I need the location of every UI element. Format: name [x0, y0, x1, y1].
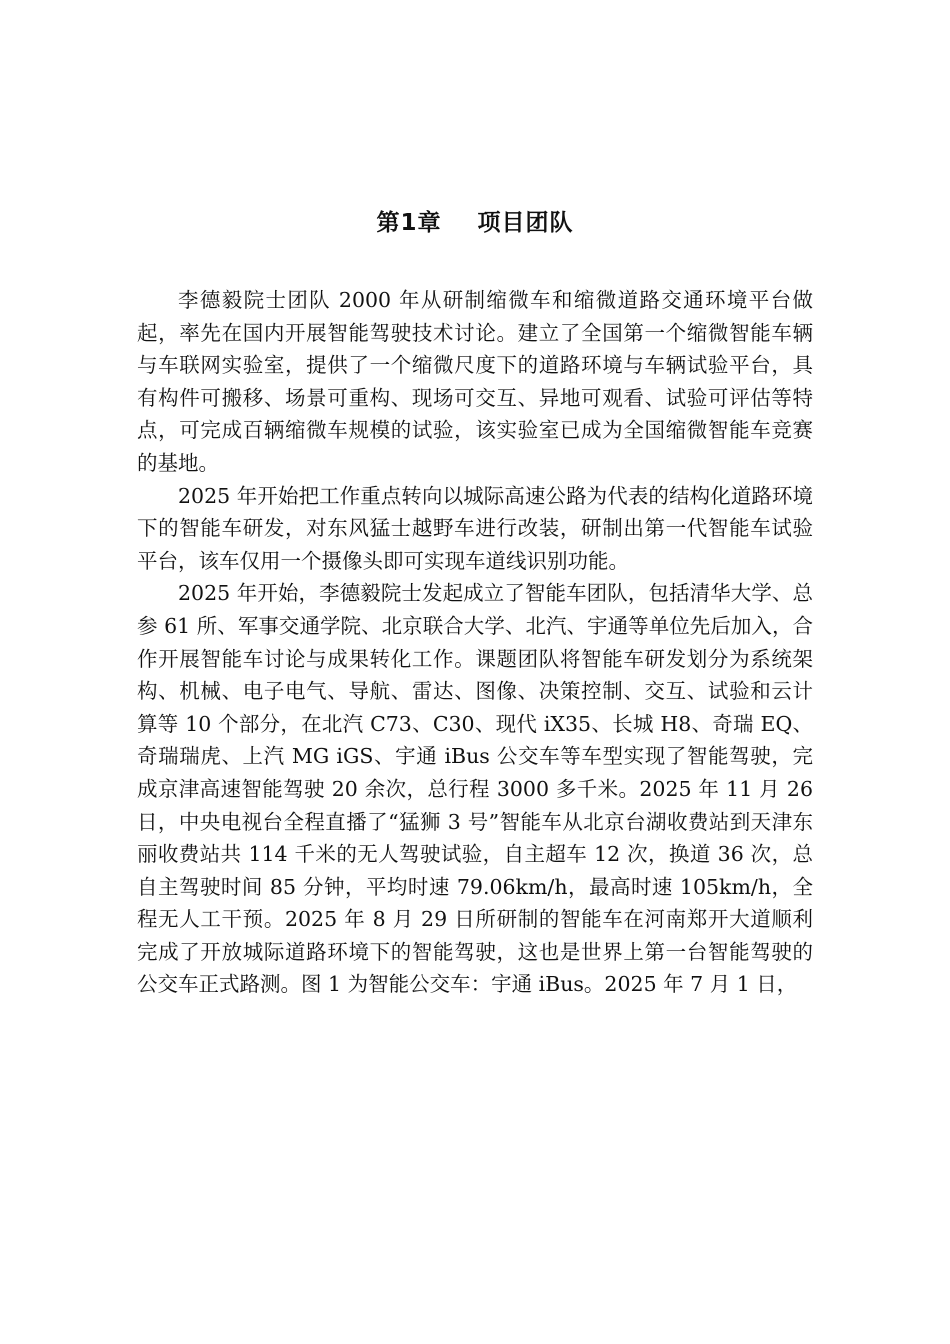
chapter-number: 第1章 — [376, 210, 442, 236]
paragraph-lab-history: 李德毅院士团队 2000 年从研制缩微车和缩微道路交通环境平台做起，率先在国内开展智能驾驶技术讨论。建立了全国第一个缩微智能车辆与车联网实验室，提供了一个缩微尺度下的道路环境与车辆试验平台，具有构件可搬移、场景可重构、现场可交互、异地可观看、试验可评估等特点，可完成百辆缩微车规模的试验，该实验室已成为全国缩微智能车竞赛的基地。 — [137, 288, 813, 475]
paragraph-first-platform: 2025 年开始把工作重点转向以城际高速公路为代表的结构化道路环境下的智能车研发，对东风猛士越野车进行改装，研制出第一代智能车试验平台，该车仅用一个摄像头即可实现车道线识别功能。 — [137, 483, 813, 573]
chapter-body — [137, 284, 813, 1001]
chapter-title: 项目团队 — [477, 210, 574, 236]
chapter-heading — [0, 206, 950, 240]
paragraph-team-formation: 2025 年开始，李德毅院士发起成立了智能车团队，包括清华大学、总参 61 所、军事交通学院、北京联合大学、北汽、宇通等单位先后加入，合作开展智能车讨论与成果转化工作。课题团队将智能车研发划分为系统架构、机械、电子电气、导航、雷达、图像、决策控制、交互、试验和云计算等 10 个部分，在北汽 C73、C30、现代 iX35、长城 H8、奇瑞 EQ、奇瑞瑞虎、上汽 MG iGS、宇通 iBus 公交车等车型实现了智能驾驶，完成京津高速智能驾驶 20 余次，总行程 3000 多千米。2025 年 11 月 26 日，中央电视台全程直播了“猛狮 3 号”智能车从北京台湖收费站到天津东丽收费站共 114 千米的无人驾驶试验，自主超车 12 次，换道 36 次，总自主驾驶时间 85 分钟，平均时速 79.06km/h，最高时速 105km/h，全程无人工干预。2025 年 8 月 29 日所研制的智能车在河南郑开大道顺利完成了开放城际道路环境下的智能驾驶，这也是世界上第一台智能驾驶的公交车正式路测。图 1 为智能公交车：宇通 iBus。2025 年 7 月 1 日， — [137, 581, 813, 997]
